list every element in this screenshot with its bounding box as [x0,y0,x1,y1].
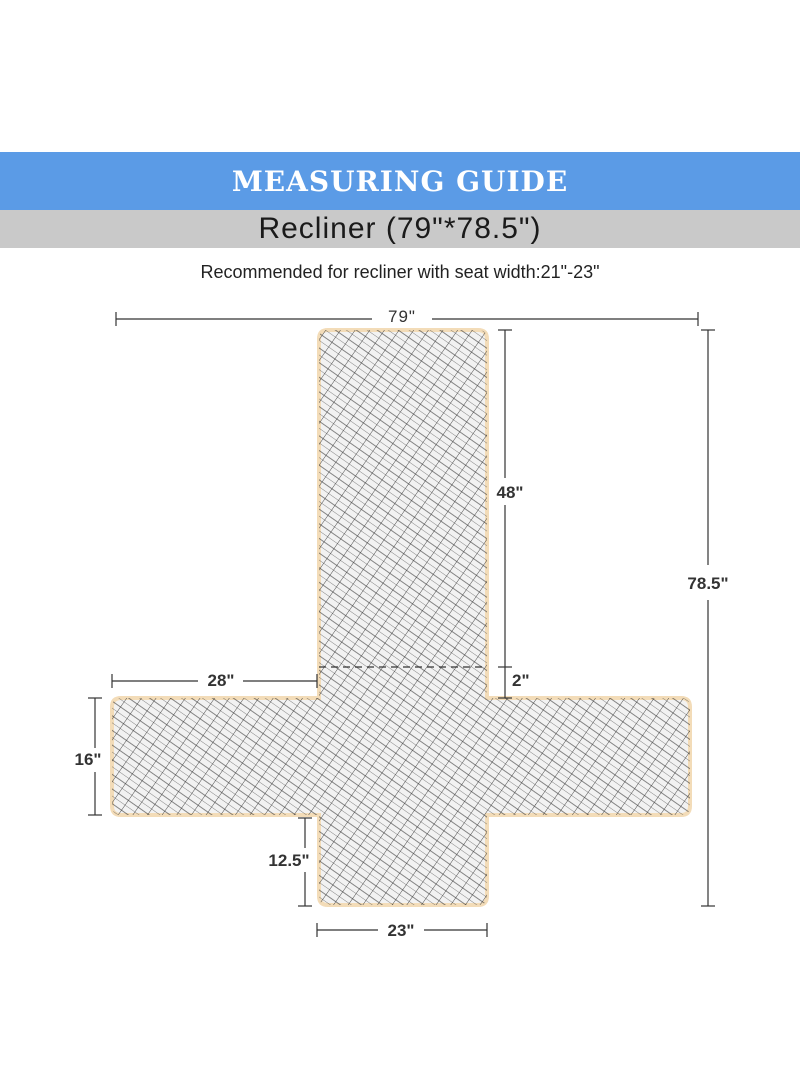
arm-length-label: 28" [207,671,235,690]
quilt-pattern-cross [112,330,690,905]
seat-width-label: 23" [387,921,415,940]
total-length-label: 78.5" [687,574,729,593]
seat-width-note: Recommended for recliner with seat width:21"-23" [200,262,600,282]
total-length-dimension [701,330,715,906]
seat-gap-dimension [498,667,512,698]
product-size-label: Recliner (79"*78.5") [258,212,542,245]
footrest-length-label: 12.5" [268,851,310,870]
total-width-label: 79" [388,307,416,326]
seat-gap-label: 2" [512,671,530,690]
page-title: MEASURING GUIDE [231,164,569,198]
back-length-label: 48" [496,483,524,502]
arm-width-label: 16" [74,750,102,769]
